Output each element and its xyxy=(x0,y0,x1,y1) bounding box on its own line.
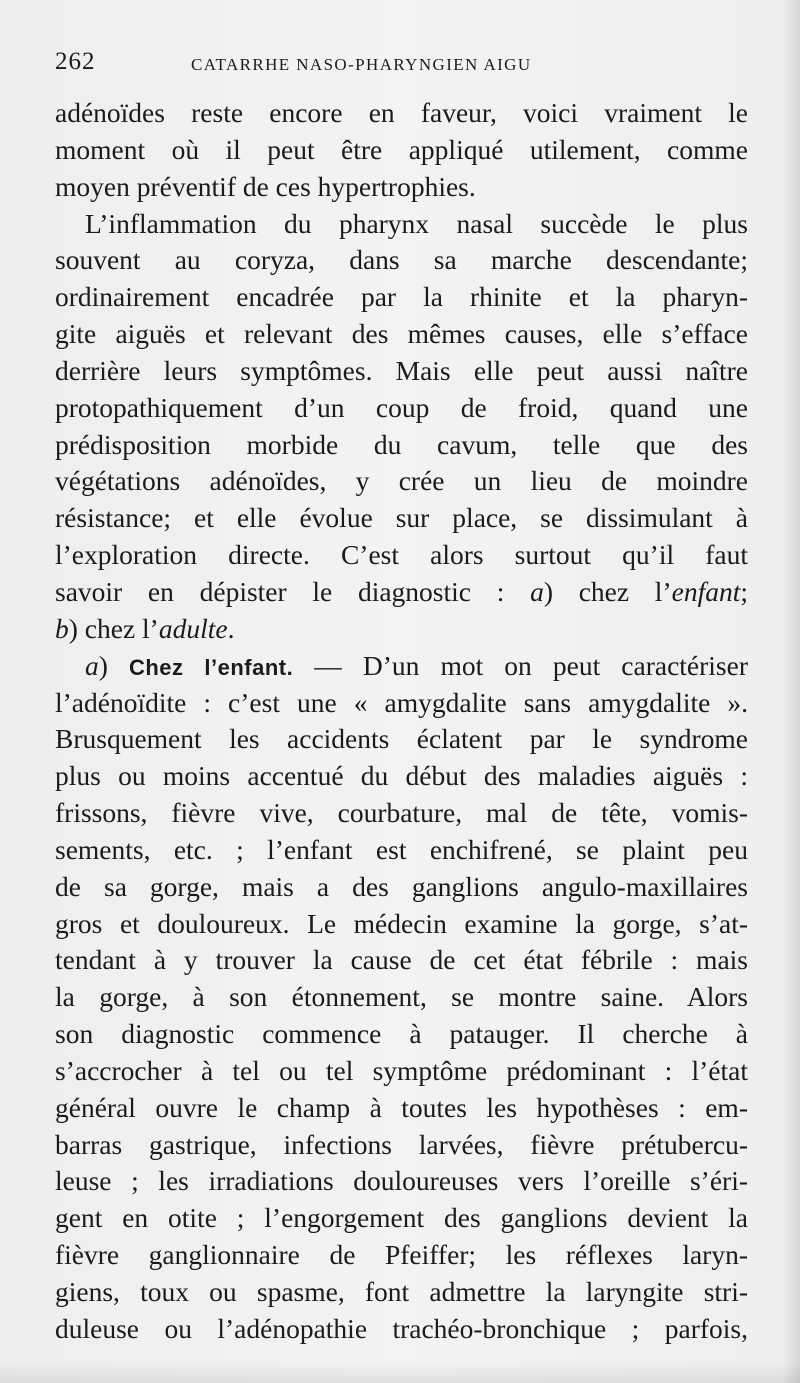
text-line: souvent au coryza, dans sa marche descendante; xyxy=(55,244,748,276)
text-line xyxy=(55,574,748,611)
line-segment: ) chez l’ xyxy=(68,612,159,644)
section-heading-line xyxy=(55,648,748,685)
item-letter-a: a xyxy=(85,649,99,681)
italic-term-adulte: adulte xyxy=(158,612,228,644)
text-line: giens, toux ou spasme, font admettre la laryngite stri- xyxy=(55,1276,748,1307)
text-line: plus ou moins accentué du début des maladies aiguës : xyxy=(55,760,748,792)
text-line: s’accrocher à tel ou tel symptôme prédominant : l’état xyxy=(55,1054,748,1086)
line-segment: — D’un mot on peut caractériser xyxy=(293,649,748,681)
text-line: de sa gorge, mais a des ganglions angulo-maxillaires xyxy=(55,870,748,902)
text-line: gros et douloureux. Le médecin examine la gorge, s’at- xyxy=(55,907,748,939)
line-segment: savoir en dépister le diagnostic : xyxy=(55,575,531,607)
item-letter-a: a xyxy=(530,575,544,607)
text-line: duleuse ou l’adénopathie trachéo-bronchique ; parfois, xyxy=(55,1312,748,1344)
text-line: gent en otite ; l’engorgement des ganglions devient la xyxy=(55,1202,748,1234)
text-line: leuse ; les irradiations douloureuses vers l’oreille s’éri- xyxy=(55,1165,748,1197)
item-letter-b: b xyxy=(55,612,69,644)
page-header xyxy=(55,48,745,84)
text-line: fièvre ganglionnaire de Pfeiffer; les réflexes laryn- xyxy=(55,1239,748,1271)
line-segment: ) chez l’ xyxy=(543,575,672,607)
line-segment: ; xyxy=(740,575,748,607)
text-line: gite aiguës et relevant des mêmes causes, elle s’efface xyxy=(55,318,748,350)
text-line: derrière leurs symptômes. Mais elle peut aussi naître xyxy=(55,354,748,386)
text-line: sements, etc. ; l’enfant est enchifrené, se plaint peu xyxy=(55,833,748,865)
text-line: adénoïdes reste encore en faveur, voici vraiment le xyxy=(55,97,748,128)
running-head: CATARRHE NASO-PHARYNGIEN AIGU xyxy=(191,55,532,74)
text-line: moyen préventif de ces hypertrophies. xyxy=(55,170,476,202)
text-line: la gorge, à son étonnement, se montre saine. Alors xyxy=(55,981,748,1013)
paragraph-start: L’inflammation du pharynx nasal succède le plus xyxy=(85,207,748,239)
text-line: l’exploration directe. C’est alors surtout qu’il faut xyxy=(55,539,748,571)
page-number: 262 xyxy=(55,48,96,75)
text-line: général ouvre le champ à toutes les hypothèses : em- xyxy=(55,1091,748,1123)
text-line: moment où il peut être appliqué utilement, comme xyxy=(55,133,748,165)
text-line: barras gastrique, infections larvées, fièvre prétubercu- xyxy=(55,1128,748,1160)
text-line: Brusquement les accidents éclatent par le syndrome xyxy=(55,723,748,755)
text-line: l’adénoïdite : c’est une « amygdalite sans amygdalite ». xyxy=(55,686,748,718)
text-line: tendant à y trouver la cause de cet état fébrile : mais xyxy=(55,944,748,976)
page-bottom-shadow xyxy=(0,1361,800,1383)
text-line: frissons, fièvre vive, courbature, mal de tête, vomis- xyxy=(55,797,748,829)
page-edge-shadow xyxy=(782,0,800,1383)
line-segment: . xyxy=(227,612,235,644)
text-line: végétations adénoïdes, y crée un lieu de moindre xyxy=(55,465,748,497)
text-line xyxy=(55,611,748,648)
text-line: résistance; et elle évolue sur place, se dissimulant à xyxy=(55,502,748,534)
line-segment: ) xyxy=(98,649,129,681)
italic-term-enfant: enfant xyxy=(671,575,741,607)
subheading-chez-l-enfant: Chez l’enfant. xyxy=(128,654,294,680)
text-line: protopathiquement d’un coup de froid, quand une xyxy=(55,391,748,423)
text-line: ordinairement encadrée par la rhinite et la pharyn- xyxy=(55,281,748,313)
text-line: prédisposition morbide du cavum, telle que des xyxy=(55,428,748,460)
body-text xyxy=(55,95,748,1348)
text-line: son diagnostic commence à patauger. Il cherche à xyxy=(55,1018,748,1050)
